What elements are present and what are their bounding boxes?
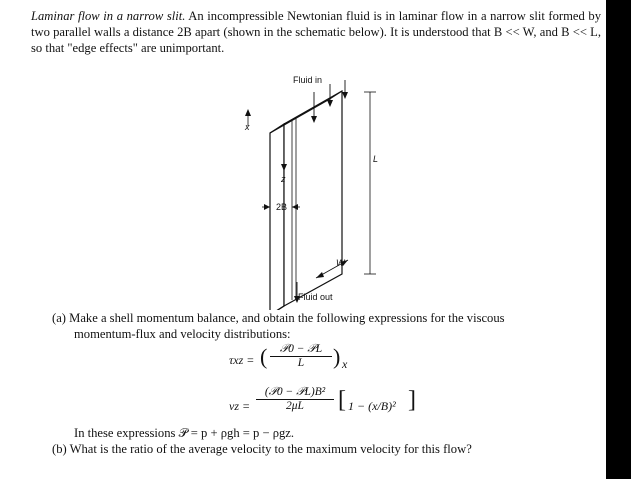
problem-title: Laminar flow in a narrow slit. (31, 9, 186, 23)
eq1-numerator: 𝒫0 − 𝒫L (270, 343, 332, 357)
eq1-close-paren: ) (333, 344, 341, 369)
eq1-open-paren: ( (260, 344, 268, 369)
bottom-text (52, 425, 604, 457)
eq1-denominator: L (297, 357, 305, 369)
eq2-fraction (256, 386, 334, 412)
eq2-open-bracket: [ (338, 387, 346, 413)
part-b: (b) What is the ratio of the average velocity to the maximum velocity for this flow? (52, 442, 472, 456)
gap-2b-label: 2B (276, 202, 288, 212)
part-a-text-cont: momentum-flux and velocity distributions: (74, 326, 291, 341)
z-axis-label: z (281, 174, 286, 184)
eq2-denominator: 2μL (286, 400, 304, 412)
right-wall (284, 91, 342, 306)
part-a-text: (a) Make a shell momentum balance, and obtain the following expressions for the viscous (52, 311, 505, 325)
eq2-lhs: vz = (229, 399, 251, 413)
width-label: W (336, 258, 345, 268)
left-wall (270, 124, 284, 310)
problem-intro: An incompressible Newtonian fluid is in laminar flow in a narrow slit formed by two parallel walls a distance 2B apart (shown in the schematic below). It is understood that B << W, and B << L, so that "edge effects" are unimportant. (31, 9, 601, 56)
eq2-close-bracket: ] (408, 387, 416, 413)
eq1-rhs: x (342, 357, 348, 371)
length-label: L (373, 154, 379, 164)
fluid-in-label: Fluid in (293, 75, 323, 85)
part-a (52, 311, 604, 343)
definitions: In these expressions 𝒫 = p + ρgh = p − ρgz. (74, 426, 295, 440)
eq1-fraction (270, 343, 332, 369)
eq2-numerator: (𝒫0 − 𝒫L)B² (256, 386, 334, 400)
eq1-lhs: τxz = (229, 353, 255, 367)
eq2-bracket-content: 1 − (x/B)² (348, 399, 396, 413)
fluid-out-label: Fluid out (298, 292, 333, 302)
x-axis-label: x (245, 122, 250, 132)
